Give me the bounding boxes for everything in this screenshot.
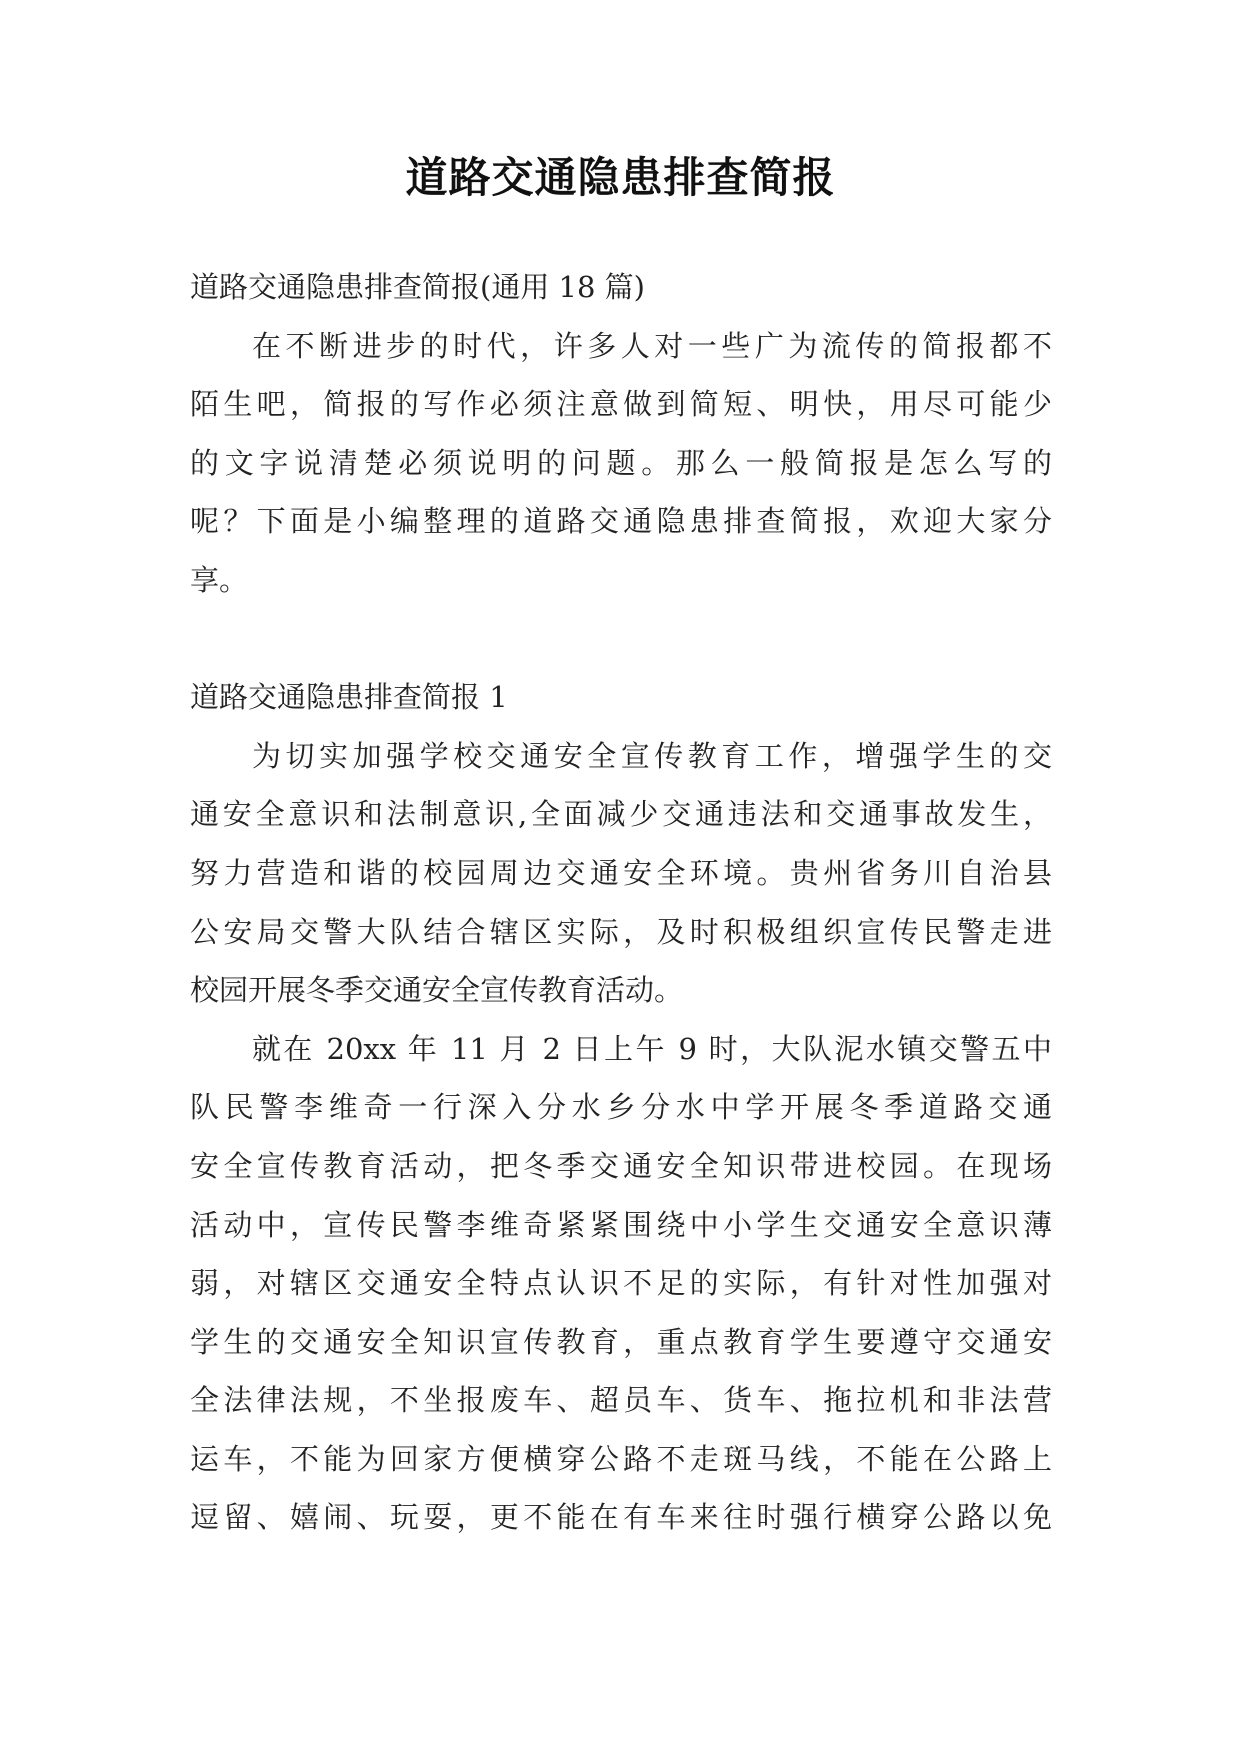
section-1-heading: 道路交通隐患排查简报 1 [190, 680, 508, 715]
paragraph-line: 队民警李维奇一行深入分水乡分水中学开展冬季道路交通 [190, 1090, 1052, 1125]
paragraph-line: 活动中，宣传民警李维奇紧紧围绕中小学生交通安全意识薄 [190, 1207, 1052, 1242]
paragraph-line: 运车，不能为回家方便横穿公路不走斑马线，不能在公路上 [190, 1441, 1052, 1476]
paragraph-line: 为切实加强学校交通安全宣传教育工作，增强学生的交 [252, 738, 1052, 773]
paragraph-line: 就在 20xx 年 11 月 2 日上午 9 时，大队泥水镇交警五中 [252, 1031, 1052, 1066]
section-1-paragraph-2 [190, 1020, 1052, 1547]
intro-line: 的文字说清楚必须说明的问题。那么一般简报是怎么写的 [190, 445, 1052, 480]
paragraph-line: 全法律法规，不坐报废车、超员车、货车、拖拉机和非法营 [190, 1383, 1052, 1418]
paragraph-line: 学生的交通安全知识宣传教育，重点教育学生要遵守交通安 [190, 1324, 1052, 1359]
intro-paragraph [190, 317, 1052, 610]
paragraph-line: 通安全意识和法制意识,全面减少交通违法和交通事故发生， [190, 797, 1052, 832]
section-spacer [190, 610, 1052, 669]
paragraph-line: 公安局交警大队结合辖区实际，及时积极组织宣传民警走进 [190, 914, 1052, 949]
paragraph-line: 逗留、嬉闹、玩耍，更不能在有车来往时强行横穿公路以免 [190, 1500, 1052, 1535]
intro-line: 在不断进步的时代，许多人对一些广为流传的简报都不 [252, 328, 1052, 363]
paragraph-line: 安全宣传教育活动，把冬季交通安全知识带进校园。在现场 [190, 1148, 1052, 1183]
document-body [190, 258, 1052, 1547]
paragraph-line: 努力营造和谐的校园周边交通安全环境。贵州省务川自治县 [190, 855, 1052, 890]
intro-line: 陌生吧，简报的写作必须注意做到简短、明快，用尽可能少 [190, 387, 1052, 422]
paragraph-line: 弱，对辖区交通安全特点认识不足的实际，有针对性加强对 [190, 1266, 1052, 1301]
intro-line: 呢？下面是小编整理的道路交通隐患排查简报，欢迎大家分 [190, 504, 1052, 539]
paragraph-line: 校园开展冬季交通安全宣传教育活动。 [190, 973, 684, 1008]
section-1-paragraph-1 [190, 727, 1052, 1020]
document-subtitle: 道路交通隐患排查简报(通用 18 篇) [190, 270, 645, 304]
document-title: 道路交通隐患排查简报 [405, 153, 836, 202]
intro-line: 享。 [190, 562, 249, 597]
